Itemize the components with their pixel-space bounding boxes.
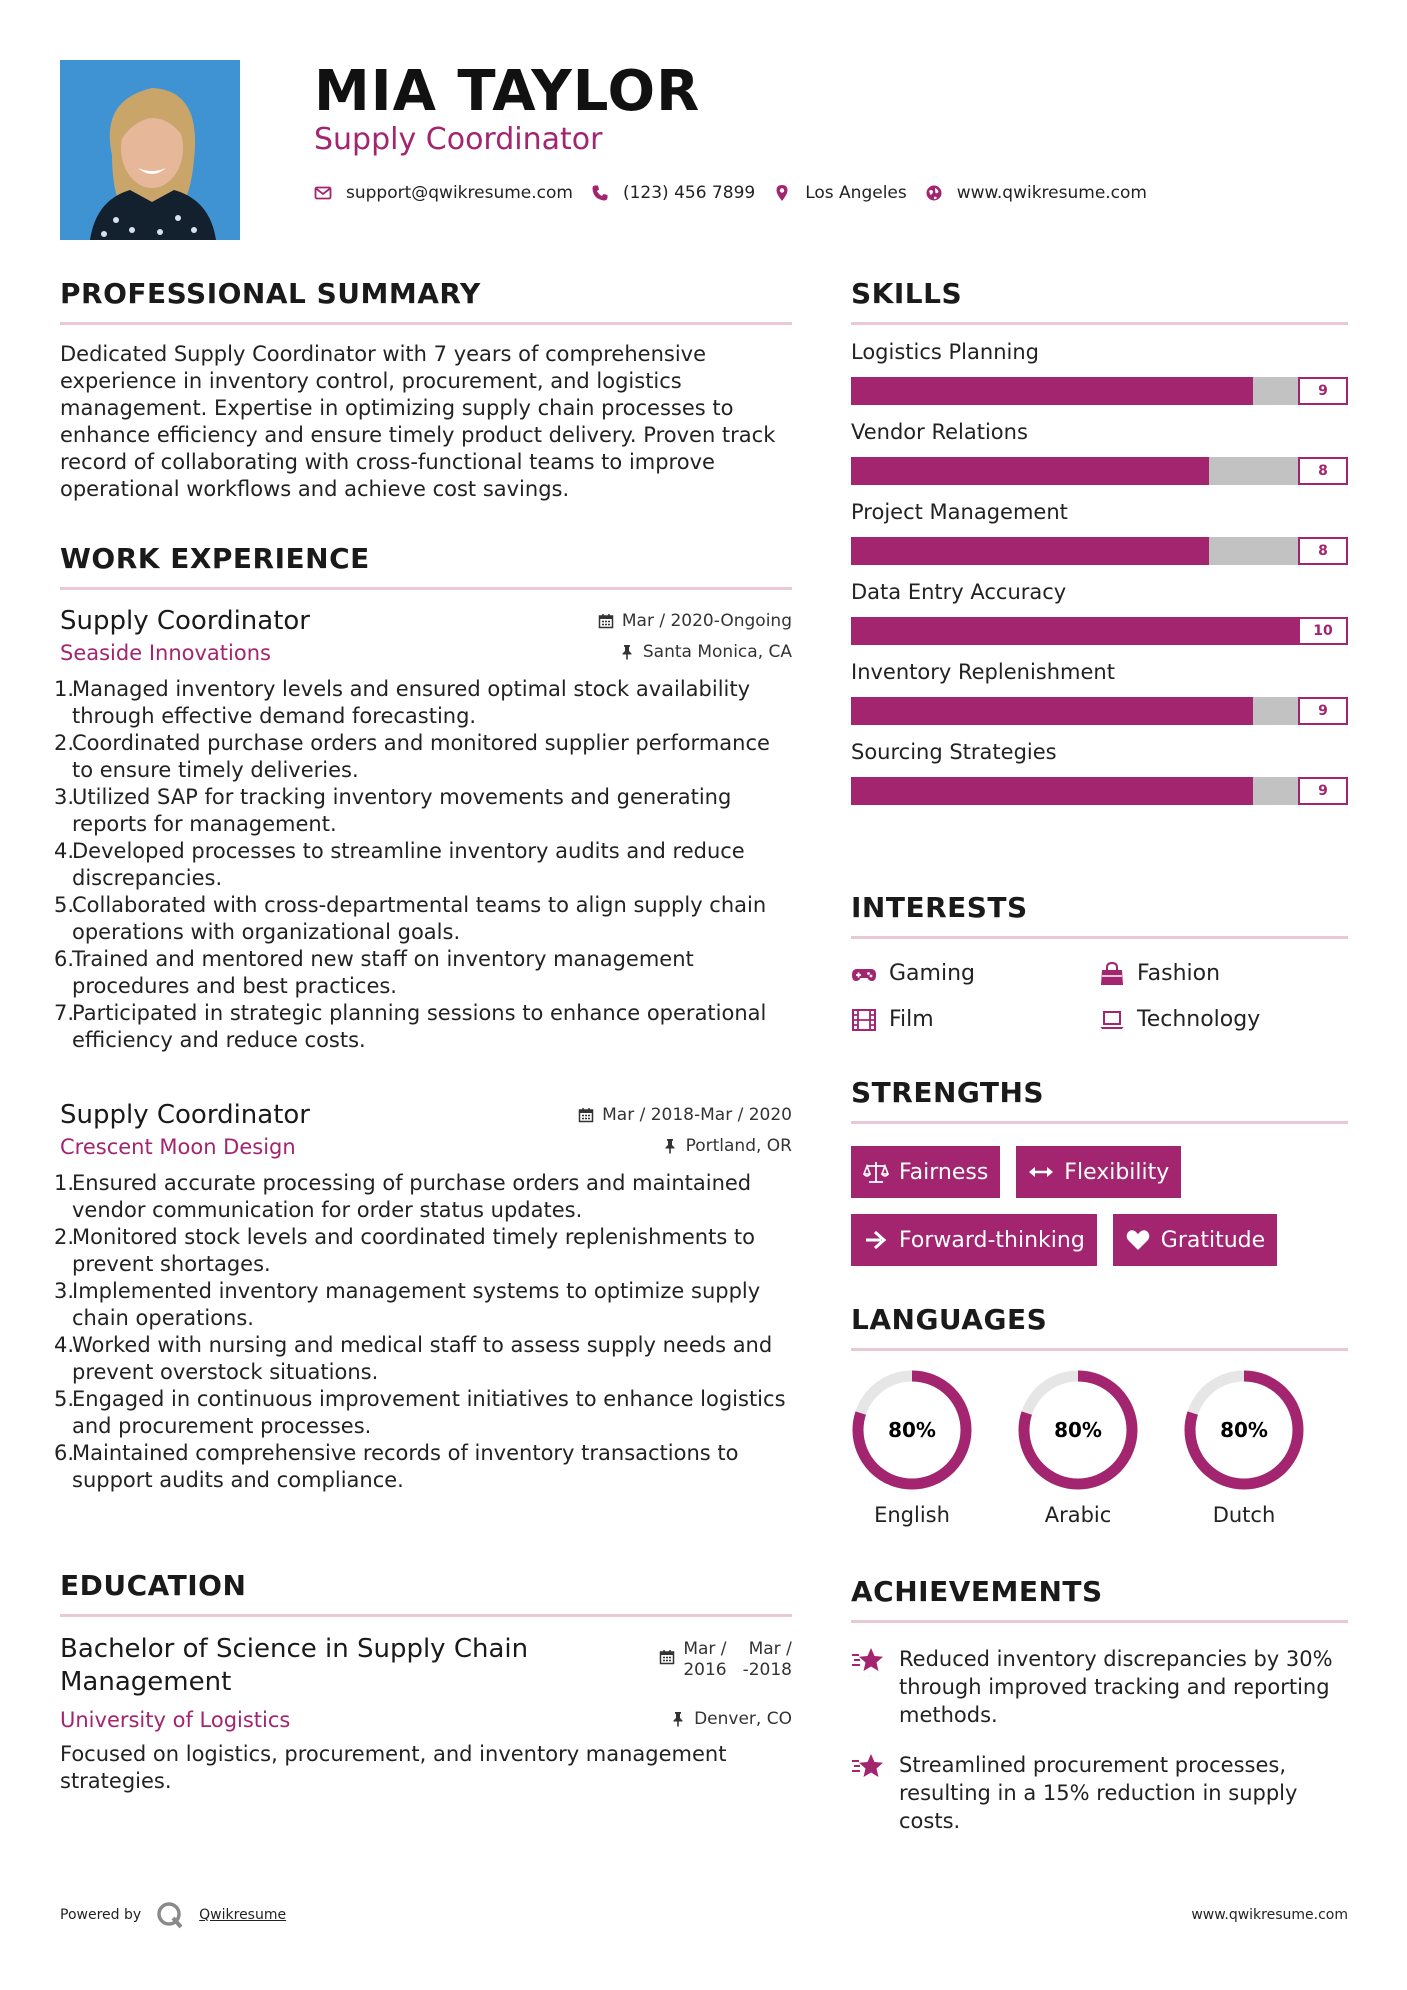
arrows-horizontal-icon bbox=[1028, 1159, 1054, 1185]
list-text: Worked with nursing and medical staff to assess supply needs and prevent overstock situations. bbox=[72, 1333, 773, 1384]
interest-label: Fashion bbox=[1137, 961, 1221, 986]
job-bullets bbox=[54, 1170, 792, 1494]
strengths-heading: STRENGTHS bbox=[851, 1076, 1045, 1109]
education-end-line2: -2018 bbox=[742, 1660, 792, 1680]
skill-name: Vendor Relations bbox=[851, 420, 1028, 444]
list-number: 2. bbox=[54, 731, 75, 755]
skill-name: Project Management bbox=[851, 500, 1068, 524]
laptop-icon bbox=[1099, 1007, 1125, 1033]
language-percent: 80% bbox=[888, 1418, 936, 1442]
languages-heading: LANGUAGES bbox=[851, 1303, 1048, 1336]
star-burst-icon bbox=[851, 1645, 885, 1675]
job-entry bbox=[54, 1098, 792, 1494]
education-heading: EDUCATION bbox=[60, 1569, 247, 1602]
skill-score: 8 bbox=[1298, 537, 1348, 565]
skill-bar bbox=[851, 617, 1348, 645]
skill-score: 9 bbox=[1298, 777, 1348, 805]
achievement-text: Reduced inventory discrepancies by 30% through improved tracking and reporting methods. bbox=[899, 1647, 1333, 1727]
pushpin-icon bbox=[670, 1711, 686, 1727]
contact-phone-text: (123) 456 7899 bbox=[622, 183, 756, 203]
list-text: Monitored stock levels and coordinated timely replenishments to prevent shortages. bbox=[72, 1225, 756, 1276]
interest-item bbox=[851, 1007, 1099, 1033]
job-location bbox=[619, 642, 792, 662]
list-number: 1. bbox=[54, 1171, 75, 1195]
list-number: 4. bbox=[54, 1333, 75, 1357]
balance-scale-icon bbox=[863, 1159, 889, 1185]
list-item bbox=[54, 784, 792, 838]
list-text: Developed processes to streamline inventory audits and reduce discrepancies. bbox=[72, 839, 745, 890]
list-item bbox=[54, 1386, 792, 1440]
list-item bbox=[54, 730, 792, 784]
language-percent: 80% bbox=[1220, 1418, 1268, 1442]
skill-bar bbox=[851, 537, 1348, 565]
language-percent: 80% bbox=[1054, 1418, 1102, 1442]
list-text: Implemented inventory management systems to optimize supply chain operations. bbox=[72, 1279, 761, 1330]
qwikresume-logo-icon bbox=[155, 1900, 185, 1930]
strength-label: Gratitude bbox=[1160, 1227, 1266, 1253]
list-number: 3. bbox=[54, 1279, 75, 1303]
achievement-item bbox=[851, 1751, 1348, 1835]
skill-score: 8 bbox=[1298, 457, 1348, 485]
interest-item bbox=[1099, 1007, 1347, 1033]
list-text: Managed inventory levels and ensured optimal stock availability through effective demand forecasting. bbox=[72, 677, 751, 728]
list-text: Utilized SAP for tracking inventory movements and generating reports for management. bbox=[72, 785, 732, 836]
list-item bbox=[54, 1224, 792, 1278]
contact-website-text: www.qwikresume.com bbox=[956, 183, 1147, 203]
skill-name: Data Entry Accuracy bbox=[851, 580, 1067, 604]
candidate-name: MIA TAYLOR bbox=[314, 59, 701, 124]
language-ring bbox=[1183, 1369, 1305, 1491]
job-dates-text: Mar / 2020-Ongoing bbox=[621, 611, 792, 631]
job-bullets bbox=[54, 676, 792, 1054]
language-name: Arabic bbox=[1044, 1503, 1112, 1527]
envelope-icon bbox=[314, 184, 332, 202]
summary-text: Dedicated Supply Coordinator with 7 years of comprehensive experience in inventory control, procurement, and logistics management. Expertise in optimizing supply chain processes to enhance efficiency and ensure timely product delivery. Proven track record of collaborating with cross-functional teams to improve operational workflows and achieve cost savings. bbox=[60, 342, 776, 501]
strength-chip bbox=[1113, 1214, 1277, 1266]
job-dates-text: Mar / 2018-Mar / 2020 bbox=[602, 1105, 792, 1125]
strength-chip bbox=[1016, 1146, 1181, 1198]
list-number: 4. bbox=[54, 839, 75, 863]
skill-score: 9 bbox=[1298, 377, 1348, 405]
languages-list bbox=[851, 1369, 1348, 1527]
skill-bar-fill bbox=[851, 777, 1253, 805]
list-text: Trained and mentored new staff on inventory management procedures and best practices. bbox=[72, 947, 694, 998]
languages-section bbox=[851, 1302, 1348, 1527]
achievements-section bbox=[851, 1574, 1348, 1835]
list-text: Participated in strategic planning sessions to enhance operational efficiency and reduce costs. bbox=[72, 1001, 767, 1052]
company-name: Seaside Innovations bbox=[60, 641, 271, 665]
skill-bar bbox=[851, 457, 1348, 485]
list-item bbox=[54, 676, 792, 730]
pushpin-icon bbox=[619, 644, 635, 660]
list-item bbox=[54, 838, 792, 892]
language-item bbox=[1017, 1369, 1139, 1527]
strengths-section bbox=[851, 1075, 1348, 1266]
skill-bar-fill bbox=[851, 537, 1209, 565]
skills-heading: SKILLS bbox=[851, 277, 963, 310]
film-icon bbox=[851, 1007, 877, 1033]
language-ring bbox=[1017, 1369, 1139, 1491]
skill-score: 9 bbox=[1298, 697, 1348, 725]
list-item bbox=[54, 1332, 792, 1386]
language-name: English bbox=[874, 1503, 950, 1527]
contact-location bbox=[773, 183, 907, 203]
contact-phone[interactable] bbox=[591, 183, 755, 203]
contact-bar bbox=[314, 178, 1147, 208]
achievements-divider bbox=[851, 1620, 1348, 1623]
skill-bar-fill bbox=[851, 457, 1209, 485]
languages-divider bbox=[851, 1348, 1348, 1351]
skill-item bbox=[851, 577, 1348, 645]
arrow-right-icon bbox=[863, 1227, 889, 1253]
skill-bar bbox=[851, 777, 1348, 805]
list-item bbox=[54, 1000, 792, 1054]
skill-item bbox=[851, 337, 1348, 405]
skill-name: Sourcing Strategies bbox=[851, 740, 1057, 764]
list-number: 7. bbox=[54, 1001, 75, 1025]
education-divider bbox=[60, 1614, 792, 1617]
strength-chip bbox=[851, 1146, 1000, 1198]
job-dates bbox=[598, 611, 792, 631]
summary-heading: PROFESSIONAL SUMMARY bbox=[60, 277, 481, 310]
job-dates bbox=[578, 1105, 792, 1125]
skills-section bbox=[851, 276, 1348, 805]
list-text: Engaged in continuous improvement initiatives to enhance logistics and procurement processes. bbox=[72, 1387, 786, 1438]
interests-heading: INTERESTS bbox=[851, 891, 1028, 924]
skills-list bbox=[851, 337, 1348, 805]
summary-section bbox=[60, 276, 792, 503]
education-location bbox=[670, 1709, 792, 1729]
education-location-text: Denver, CO bbox=[694, 1709, 792, 1729]
interest-item bbox=[851, 961, 1099, 987]
education-start bbox=[683, 1639, 726, 1681]
list-item bbox=[54, 892, 792, 946]
gamepad-icon bbox=[851, 961, 877, 987]
map-pin-icon bbox=[773, 184, 791, 202]
interest-label: Gaming bbox=[889, 961, 975, 986]
strength-label: Fairness bbox=[899, 1159, 989, 1185]
job-location-text: Santa Monica, CA bbox=[642, 642, 792, 662]
list-number: 6. bbox=[54, 1441, 75, 1465]
interests-grid bbox=[851, 961, 1348, 1033]
list-number: 1. bbox=[54, 677, 75, 701]
list-text: Ensured accurate processing of purchase orders and maintained vendor communication for order status updates. bbox=[72, 1171, 752, 1222]
list-item bbox=[54, 1440, 792, 1494]
list-number: 3. bbox=[54, 785, 75, 809]
strength-label: Flexibility bbox=[1064, 1159, 1170, 1185]
contact-email-text: support@qwikresume.com bbox=[346, 183, 573, 203]
list-number: 5. bbox=[54, 1387, 75, 1411]
education-start-line1: Mar / bbox=[683, 1639, 727, 1659]
strengths-divider bbox=[851, 1121, 1348, 1124]
list-text: Coordinated purchase orders and monitored supplier performance to ensure timely deliveries. bbox=[72, 731, 770, 782]
interest-item bbox=[1099, 961, 1347, 987]
shopping-bag-icon bbox=[1099, 961, 1125, 987]
skill-bar-fill bbox=[851, 617, 1298, 645]
skill-bar-fill bbox=[851, 697, 1253, 725]
job-location-text: Portland, OR bbox=[685, 1136, 792, 1156]
list-text: Maintained comprehensive records of inventory transactions to support audits and compliance. bbox=[72, 1441, 739, 1492]
education-start-line2: 2016 bbox=[683, 1660, 727, 1680]
contact-location-text: Los Angeles bbox=[805, 183, 907, 203]
skill-bar bbox=[851, 377, 1348, 405]
globe-icon bbox=[925, 184, 943, 202]
summary-divider bbox=[60, 322, 792, 325]
list-number: 2. bbox=[54, 1225, 75, 1249]
language-ring bbox=[851, 1369, 973, 1491]
star-burst-icon bbox=[851, 1751, 885, 1781]
skills-divider bbox=[851, 322, 1348, 325]
skill-item bbox=[851, 737, 1348, 805]
company-name: Crescent Moon Design bbox=[60, 1135, 296, 1159]
education-dates bbox=[659, 1639, 792, 1699]
education-end-year: 2018 bbox=[748, 1660, 792, 1680]
interests-divider bbox=[851, 936, 1348, 939]
skill-item bbox=[851, 417, 1348, 485]
achievement-item bbox=[851, 1645, 1348, 1729]
school-name: University of Logistics bbox=[60, 1708, 291, 1732]
education-end-line1: Mar / bbox=[748, 1639, 792, 1659]
skill-score: 10 bbox=[1298, 617, 1348, 645]
phone-icon bbox=[591, 184, 609, 202]
strength-label: Forward-thinking bbox=[899, 1227, 1085, 1253]
education-description: Focused on logistics, procurement, and inventory management strategies. bbox=[60, 1742, 727, 1793]
calendar-icon bbox=[659, 1649, 675, 1665]
list-item bbox=[54, 1170, 792, 1224]
footer-powered-by bbox=[60, 1900, 286, 1930]
experience-divider bbox=[60, 587, 792, 590]
skill-item bbox=[851, 497, 1348, 565]
job-entry bbox=[54, 604, 792, 1054]
education-section bbox=[60, 1568, 792, 1795]
candidate-title: Supply Coordinator bbox=[314, 122, 603, 157]
qwikresume-link[interactable]: Qwikresume bbox=[199, 1907, 287, 1923]
language-item bbox=[1183, 1369, 1305, 1527]
heart-icon bbox=[1125, 1227, 1151, 1253]
achievements-heading: ACHIEVEMENTS bbox=[851, 1575, 1103, 1608]
achievement-text: Streamlined procurement processes, resulting in a 15% reduction in supply costs. bbox=[899, 1753, 1298, 1833]
list-item bbox=[54, 1278, 792, 1332]
skill-bar bbox=[851, 697, 1348, 725]
degree-title: Bachelor of Science in Supply Chain Management bbox=[60, 1634, 529, 1697]
calendar-icon bbox=[578, 1107, 594, 1123]
strength-chip bbox=[851, 1214, 1097, 1266]
list-item bbox=[54, 946, 792, 1000]
interest-label: Technology bbox=[1137, 1007, 1261, 1032]
powered-by-label: Powered by bbox=[60, 1907, 142, 1923]
interests-section bbox=[851, 890, 1348, 1033]
calendar-icon bbox=[598, 613, 614, 629]
education-end bbox=[743, 1639, 792, 1681]
skill-name: Inventory Replenishment bbox=[851, 660, 1115, 684]
interest-label: Film bbox=[889, 1007, 934, 1032]
job-title: Supply Coordinator bbox=[60, 606, 310, 636]
language-name: Dutch bbox=[1212, 1503, 1276, 1527]
footer-website[interactable]: www.qwikresume.com bbox=[1191, 1907, 1348, 1923]
contact-website[interactable] bbox=[925, 183, 1147, 203]
job-location bbox=[662, 1136, 792, 1156]
list-text: Collaborated with cross-departmental teams to align supply chain operations with organizational goals. bbox=[72, 893, 767, 944]
list-number: 5. bbox=[54, 893, 75, 917]
strengths-chips bbox=[851, 1146, 1331, 1266]
profile-photo bbox=[60, 60, 240, 240]
experience-section bbox=[60, 541, 792, 590]
list-number: 6. bbox=[54, 947, 75, 971]
job-title: Supply Coordinator bbox=[60, 1100, 310, 1130]
skill-bar-fill bbox=[851, 377, 1253, 405]
pushpin-icon bbox=[662, 1138, 678, 1154]
experience-heading: WORK EXPERIENCE bbox=[60, 542, 370, 575]
language-item bbox=[851, 1369, 973, 1527]
skill-item bbox=[851, 657, 1348, 725]
skill-name: Logistics Planning bbox=[851, 340, 1039, 364]
contact-email[interactable] bbox=[314, 183, 573, 203]
